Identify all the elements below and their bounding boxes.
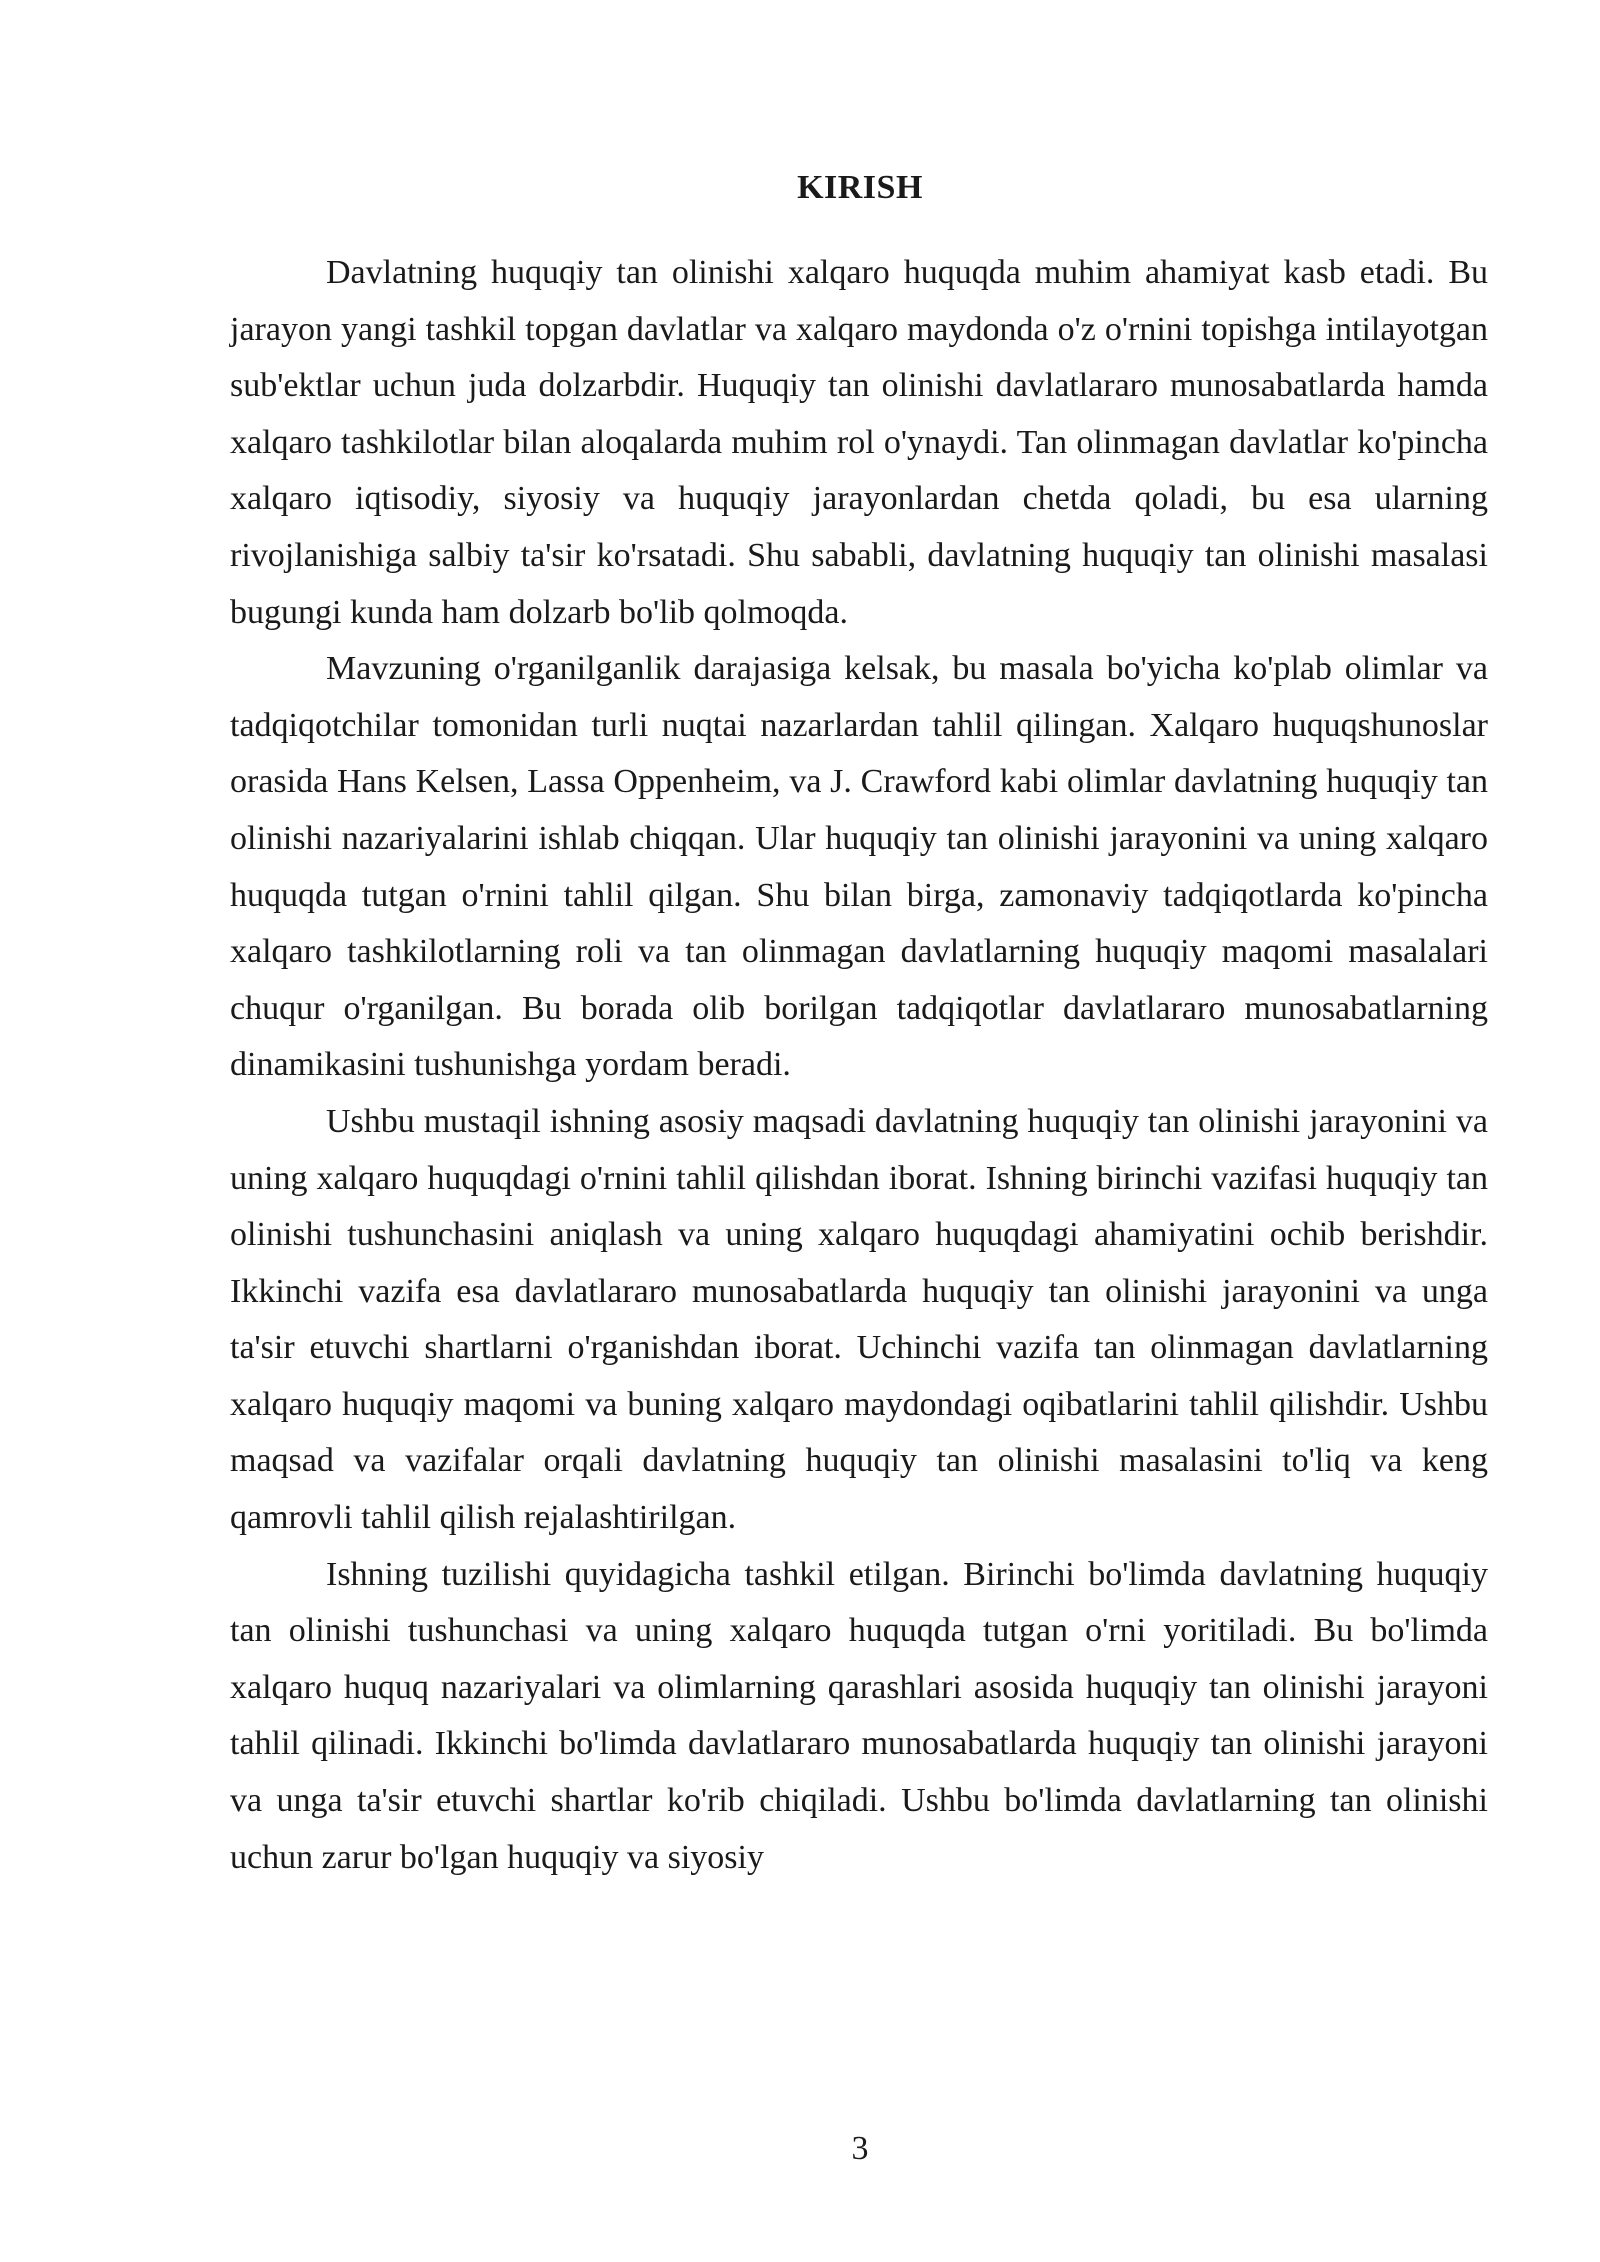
section-heading: KIRISH (797, 169, 923, 206)
body-text (230, 245, 1488, 1886)
paragraph-3: Ushbu mustaqil ishning asosiy maqsadi davlatning huquqiy tan olinishi jarayonini va uning xalqaro huquqdagi o'rnini tahlil qilishdan iborat. Ishning birinchi vazifasi huquqiy tan olinishi tushunchasini aniqlash va uning xalqaro huquqdagi ahamiyatini ochib berishdir. Ikkinchi vazifa esa davlatlararo munosabatlarda huquqiy tan olinishi jarayonini va unga ta'sir etuvchi shartlarni o'rganishdan iborat. Uchinchi vazifa tan olinmagan davlatlarning xalqaro huquqiy maqomi va buning xalqaro maydondagi oqibatlarini tahlil qilishdir. Ushbu maqsad va vazifalar orqali davlatning huquqiy tan olinishi masalasini to'liq va keng qamrovli tahlil qilish rejalashtirilgan. (230, 1102, 1488, 1537)
paragraph-2: Mavzuning o'rganilganlik darajasiga kelsak, bu masala bo'yicha ko'plab olimlar va tadqiqotchilar tomonidan turli nuqtai nazarlardan tahlil qilingan. Xalqaro huquqshunoslar orasida Hans Kelsen, Lassa Oppenheim, va J. Crawford kabi olimlar davlatning huquqiy tan olinishi nazariyalarini ishlab chiqqan. Ular huquqiy tan olinishi jarayonini va uning xalqaro huquqda tutgan o'rnini tahlil qilgan. Shu bilan birga, zamonaviy tadqiqotlarda ko'pincha xalqaro tashkilotlarning roli va tan olinmagan davlatlarning huquqiy maqomi masalalari chuqur o'rganilgan. Bu borada olib borilgan tadqiqotlar davlatlararo munosabatlarning dinamikasini tushunishga yordam beradi. (230, 650, 1488, 1084)
page-number: 3 (851, 2130, 869, 2167)
paragraph-4: Ishning tuzilishi quyidagicha tashkil etilgan. Birinchi bo'limda davlatning huquqiy tan olinishi tushunchasi va uning xalqaro huquqda tutgan o'rni yoritiladi. Bu bo'limda xalqaro huquq nazariyalari va olimlarning qarashlari asosida huquqiy tan olinishi jarayoni tahlil qilinadi. Ikkinchi bo'limda davlatlararo munosabatlarda huquqiy tan olinishi jarayoni va unga ta'sir etuvchi shartlar ko'rib chiqiladi. Ushbu bo'limda davlatlarning tan olinishi uchun zarur bo'lgan huquqiy va siyosiy (230, 1555, 1488, 1876)
paragraph-1: Davlatning huquqiy tan olinishi xalqaro huquqda muhim ahamiyat kasb etadi. Bu jarayon yangi tashkil topgan davlatlar va xalqaro maydonda o'z o'rnini topishga intilayotgan sub'ektlar uchun juda dolzarbdir. Huquqiy tan olinishi davlatlararo munosabatlarda hamda xalqaro tashkilotlar bilan aloqalarda muhim rol o'ynaydi. Tan olinmagan davlatlar ko'pincha xalqaro iqtisodiy, siyosiy va huquqiy jarayonlardan chetda qoladi, bu esa ularning rivojlanishiga salbiy ta'sir ko'rsatadi. Shu sababli, davlatning huquqiy tan olinishi masalasi bugungi kunda ham dolzarb bo'lib qolmoqda. (230, 254, 1488, 631)
